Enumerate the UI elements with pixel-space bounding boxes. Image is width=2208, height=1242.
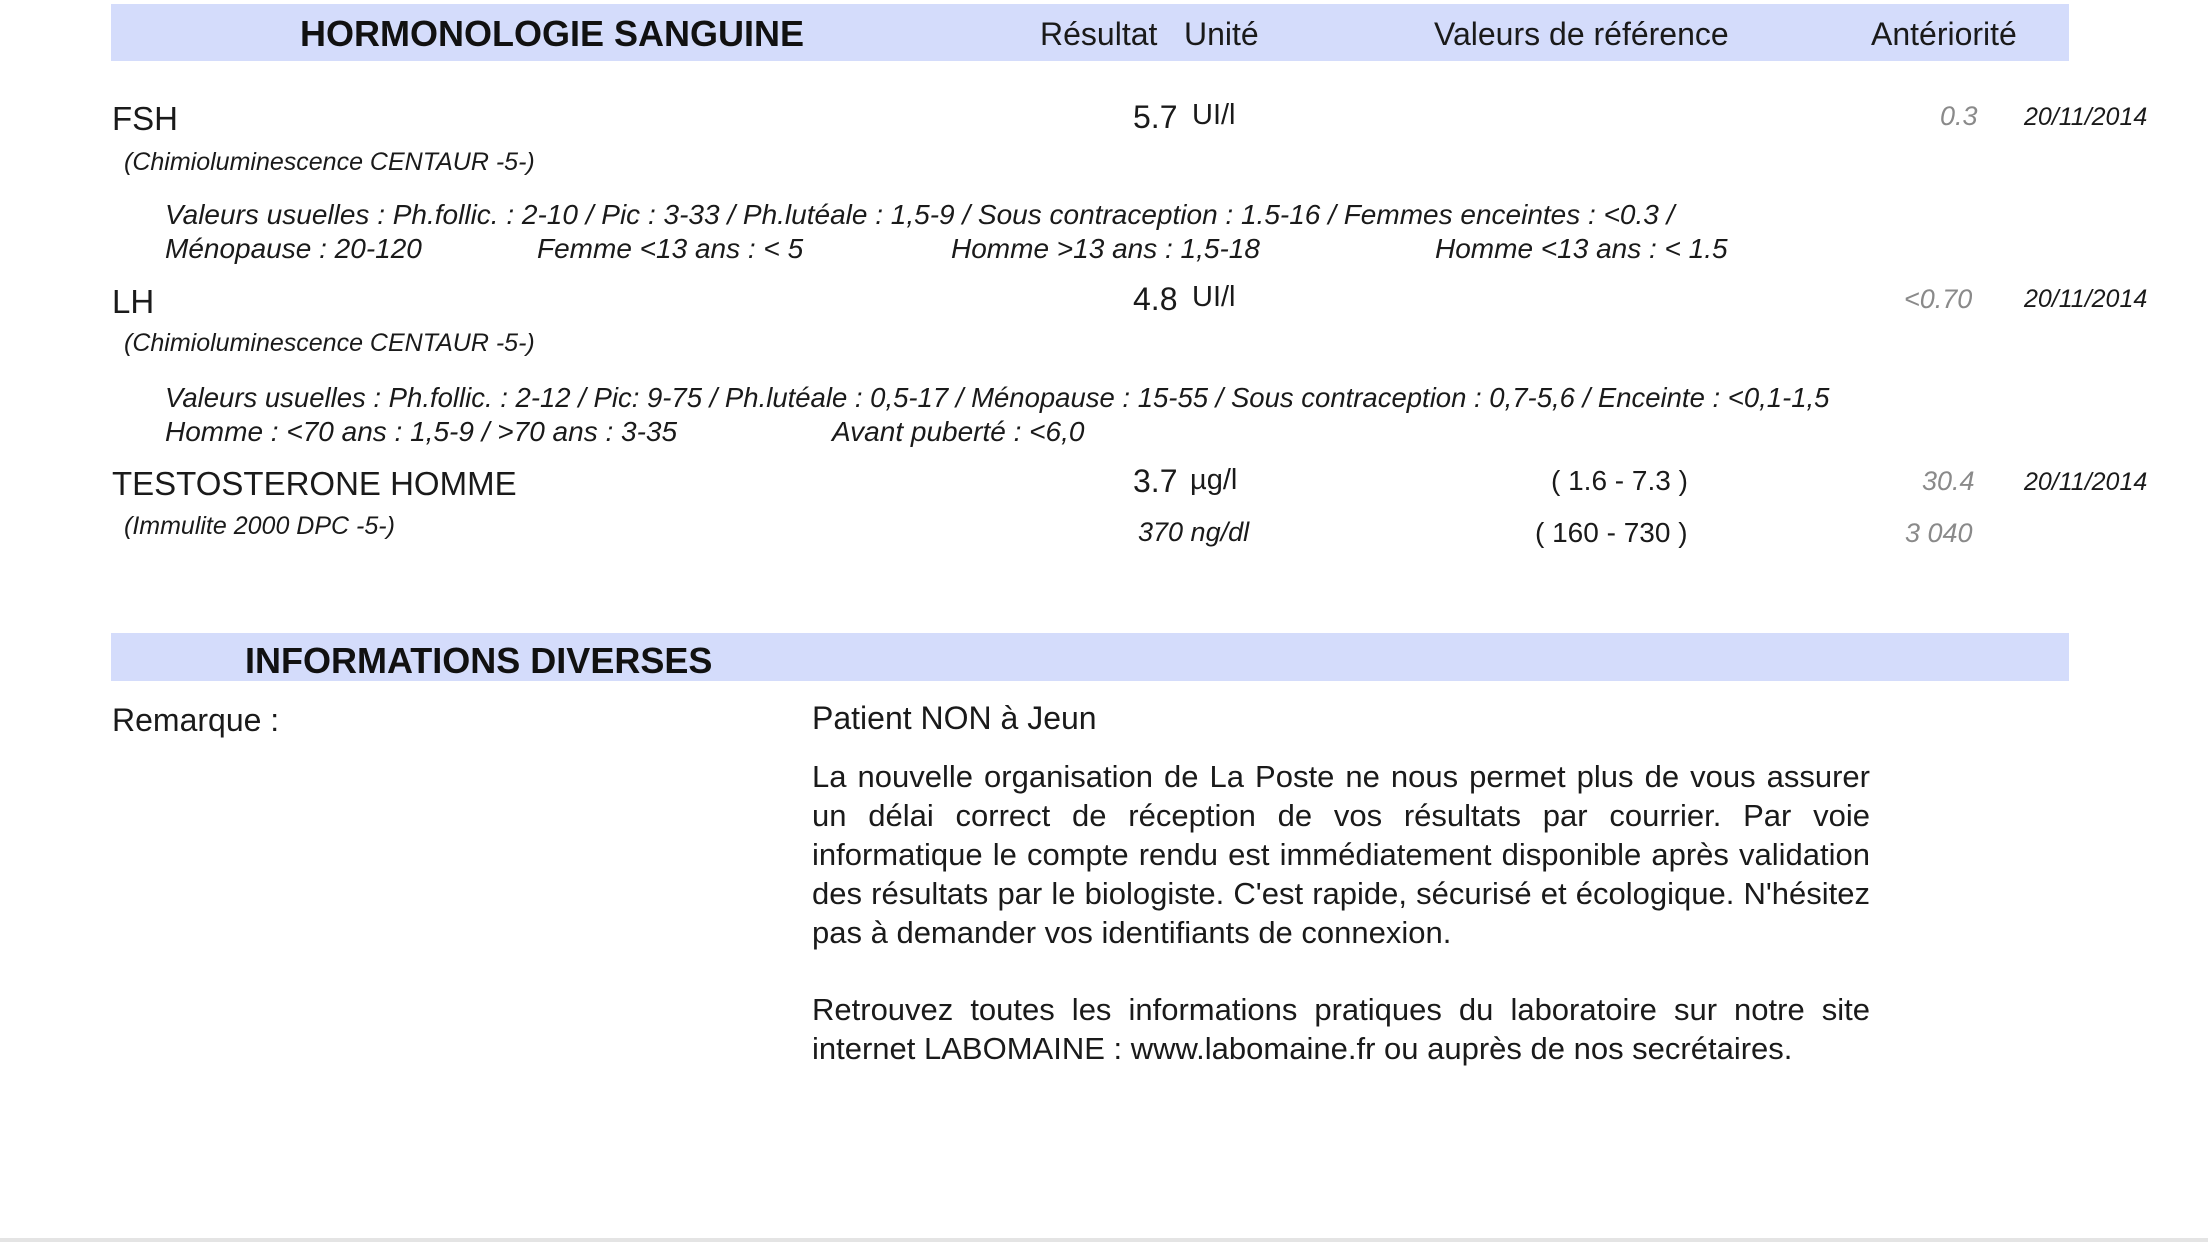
column-header-result: Résultat bbox=[1040, 16, 1158, 52]
test-name-fsh: FSH bbox=[112, 100, 178, 137]
previous-alt-value-testosterone: 3 040 bbox=[1905, 518, 1973, 548]
reference-range-testosterone: ( 1.6 - 7.3 ) bbox=[1551, 465, 1688, 496]
previous-value-fsh: 0.3 bbox=[1940, 101, 1978, 131]
usual-values-lh-male: Homme : <70 ans : 1,5-9 / >70 ans : 3-35 bbox=[165, 416, 678, 447]
usual-values-fsh-female-child: Femme <13 ans : < 5 bbox=[537, 233, 804, 264]
method-fsh: (Chimioluminescence CENTAUR -5-) bbox=[124, 148, 535, 176]
remark-paragraph-online-results: La nouvelle organisation de La Poste ne nous permet plus de vous assurer un délai correct de réception de vos résultats par courrier. Par voie informatique le compte rendu est immédiatement disponible après validation des résultats par le biologiste. C'est rapide, sécurisé et écologique. N'hésitez pas à demander vos identifiants de connexion. bbox=[812, 759, 1870, 950]
informations-section-title: INFORMATIONS DIVERSES bbox=[245, 640, 713, 681]
column-header-unit: Unité bbox=[1184, 16, 1259, 52]
result-value-fsh: 5.7 bbox=[1133, 99, 1178, 135]
page-bottom-edge bbox=[0, 1238, 2208, 1242]
remark-label: Remarque : bbox=[112, 702, 280, 738]
test-name-testosterone: TESTOSTERONE HOMME bbox=[112, 465, 517, 502]
result-alt-unit-testosterone: 370 ng/dl bbox=[1138, 517, 1250, 547]
result-unit-testosterone: µg/l bbox=[1190, 464, 1238, 496]
result-unit-fsh: UI/l bbox=[1192, 99, 1236, 131]
reference-alt-range-testosterone: ( 160 - 730 ) bbox=[1535, 517, 1688, 548]
result-value-lh: 4.8 bbox=[1133, 281, 1178, 317]
method-lh: (Chimioluminescence CENTAUR -5-) bbox=[124, 329, 535, 357]
method-testosterone: (Immulite 2000 DPC -5-) bbox=[124, 512, 395, 540]
previous-date-lh: 20/11/2014 bbox=[2024, 285, 2148, 313]
hormonology-section-title: HORMONOLOGIE SANGUINE bbox=[300, 13, 805, 54]
remark-fasting-status: Patient NON à Jeun bbox=[812, 700, 1097, 736]
previous-date-fsh: 20/11/2014 bbox=[2024, 103, 2148, 131]
usual-values-fsh-male-adult: Homme >13 ans : 1,5-18 bbox=[951, 233, 1260, 264]
result-value-testosterone: 3.7 bbox=[1133, 463, 1178, 499]
usual-values-fsh-male-child: Homme <13 ans : < 1.5 bbox=[1435, 233, 1728, 264]
result-unit-lh: UI/l bbox=[1192, 281, 1236, 313]
previous-date-testosterone: 20/11/2014 bbox=[2024, 468, 2148, 496]
test-name-lh: LH bbox=[112, 283, 155, 320]
column-header-reference: Valeurs de référence bbox=[1434, 16, 1729, 52]
previous-value-testosterone: 30.4 bbox=[1922, 466, 1975, 496]
usual-values-fsh-line1: Valeurs usuelles : Ph.follic. : 2-10 / Pic : 3-33 / Ph.lutéale : 1,5-9 / Sous contraception : 1.5-16 / Femmes enceintes : <0.3 / bbox=[165, 199, 1675, 230]
usual-values-lh-line1: Valeurs usuelles : Ph.follic. : 2-12 / Pic: 9-75 / Ph.lutéale : 0,5-17 / Ménopause : 15-55 / Sous contraception : 0,7-5,6 / Enceinte : <0,1-1,5 bbox=[165, 382, 1830, 413]
column-header-previous: Antériorité bbox=[1871, 16, 2017, 52]
previous-value-lh: <0.70 bbox=[1904, 284, 1973, 314]
usual-values-lh-prepuberty: Avant puberté : <6,0 bbox=[832, 416, 1085, 447]
remark-paragraph-website: Retrouvez toutes les informations pratiques du laboratoire sur notre site internet LABOMAINE : www.labomaine.fr ou auprès de nos secrétaires. bbox=[812, 992, 1870, 1066]
usual-values-fsh-menopause: Ménopause : 20-120 bbox=[165, 233, 422, 264]
